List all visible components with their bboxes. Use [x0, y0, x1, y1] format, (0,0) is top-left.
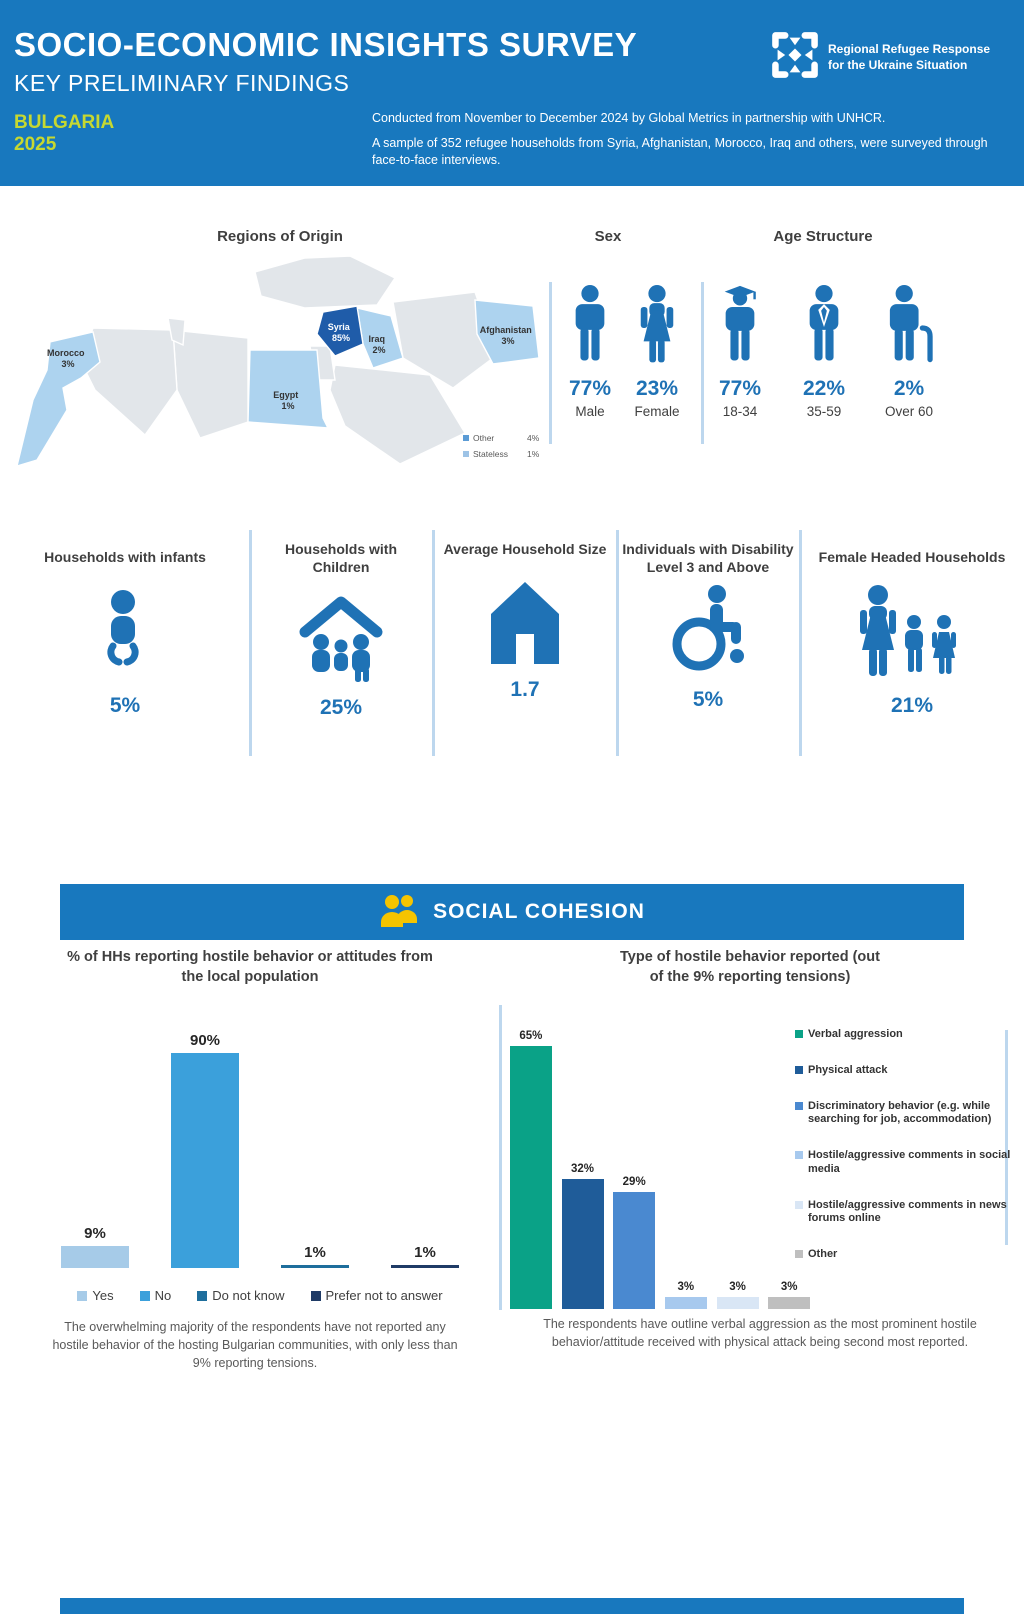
rrp-logo-icon	[770, 30, 820, 85]
baby-icon	[20, 588, 230, 688]
bar-slot	[660, 1281, 712, 1309]
map-label-iraq: Iraq 2%	[368, 334, 386, 355]
legend-label: Hostile/aggressive comments in social media	[808, 1149, 1011, 1175]
bar-slot	[505, 1030, 557, 1309]
bar-value-label: 3%	[729, 1281, 746, 1293]
legend-label: Other	[808, 1248, 838, 1260]
legend-item	[795, 1028, 1013, 1042]
legend-label: Discriminatory behavior (e.g. while searching for job, accommodation)	[808, 1099, 992, 1126]
legend-label: Hostile/aggressive comments in news forums online	[808, 1198, 1007, 1225]
bar-hostile-aggressive-comments-in-news-foru	[717, 1297, 759, 1309]
year-label: 2025	[14, 133, 57, 155]
businessman-icon	[802, 359, 846, 376]
map-legend-label-other: Other	[473, 433, 495, 443]
age-18-34: 77% 18-34	[712, 284, 768, 419]
legend-label: No	[154, 1288, 172, 1303]
bar-physical-attack	[562, 1179, 604, 1309]
hostile-reporting-chart	[40, 1010, 480, 1268]
country-label: BULGARIA	[14, 112, 115, 133]
legend-item	[795, 1064, 1013, 1078]
map-legend-value-stateless: 1%	[527, 449, 540, 459]
rrp-logo	[770, 30, 990, 85]
map-legend-label-stateless: Stateless	[473, 449, 508, 459]
left-chart-caption: The overwhelming majority of the respondents have not reported any hostile behavior of the hosting Bulgarian communities, with only less than 9% reporting tensions.	[52, 1320, 458, 1371]
bar-value-label: 3%	[780, 1281, 798, 1293]
map-country-turkey	[255, 256, 395, 308]
sex-title: Sex	[594, 228, 622, 245]
social-cohesion-title: SOCIAL COHESION	[433, 900, 645, 923]
bar-value-label: 65%	[519, 1030, 543, 1042]
header-banner	[0, 0, 1024, 186]
legend-swatch	[795, 1102, 803, 1110]
graduate-icon	[718, 359, 762, 376]
stat-female-headed: Female Headed Households 21%	[807, 548, 1017, 718]
legend-item	[795, 1248, 1013, 1262]
hostile-type-chart	[505, 1030, 815, 1309]
survey-note-2: A sample of 352 refugee households from Syria, Afghanistan, Morocco, Iraq and others, were surveyed through face-to-face interviews.	[372, 135, 988, 167]
map-label-syria: Syria 85%	[327, 322, 351, 343]
legend-label: Verbal aggression	[808, 1028, 903, 1040]
bar-do-not-know	[281, 1265, 349, 1268]
age-structure-title: Age Structure	[773, 228, 873, 245]
map-label-morocco: Morocco 3%	[47, 348, 85, 369]
legend-swatch	[795, 1066, 803, 1074]
legend-swatch	[77, 1291, 87, 1301]
country-year	[14, 112, 114, 156]
bar-discriminatory-behavior-e-g-while-search	[613, 1192, 655, 1309]
divider	[432, 530, 435, 756]
legend-swatch	[795, 1030, 803, 1038]
sex-male: 77% Male	[562, 284, 618, 419]
map-label-egypt: Egypt 1%	[273, 390, 299, 411]
legend-swatch	[311, 1291, 321, 1301]
family-house-icon	[256, 590, 426, 690]
rrp-logo-text: Regional Refugee Response for the Ukraine Situation	[828, 41, 991, 72]
bar-slot	[608, 1176, 660, 1309]
bar-slot	[370, 1244, 480, 1268]
bar-other	[768, 1297, 810, 1309]
social-cohesion-banner	[60, 884, 964, 940]
elderly-cane-icon	[883, 359, 935, 376]
bar-yes	[61, 1246, 129, 1268]
divider	[549, 282, 552, 444]
stat-households-children: Households with Children 25%	[256, 540, 426, 720]
survey-subtitle: KEY PRELIMINARY FINDINGS	[14, 70, 350, 96]
bar-hostile-aggressive-comments-in-social-me	[665, 1297, 707, 1309]
divider	[499, 1005, 502, 1310]
people-icon	[379, 893, 421, 932]
bar-value-label: 90%	[189, 1032, 221, 1049]
legend-swatch	[140, 1291, 150, 1301]
legend-item	[795, 1199, 1013, 1227]
bar-slot	[712, 1281, 764, 1309]
survey-note-1: Conducted from November to December 2024 by Global Metrics in partnership with UNHCR.	[372, 111, 886, 125]
origin-map	[5, 250, 550, 468]
legend-swatch	[197, 1291, 207, 1301]
stat-average-household-size: Average Household Size 1.7	[440, 540, 610, 702]
regions-of-origin-title: Regions of Origin	[217, 228, 343, 245]
bar-slot	[260, 1244, 370, 1268]
map-legend-swatch-other	[463, 435, 469, 441]
left-chart-legend	[30, 1288, 490, 1303]
left-chart-title: % of HHs reporting hostile behavior or attitudes from the local population	[67, 949, 433, 985]
legend-item	[311, 1288, 443, 1303]
map-legend-value-other: 4%	[527, 433, 540, 443]
legend-swatch	[795, 1151, 803, 1159]
legend-label: Yes	[92, 1288, 114, 1303]
bar-value-label: 9%	[84, 1225, 106, 1242]
map-legend-swatch-stateless	[463, 451, 469, 457]
survey-title: SOCIO-ECONOMIC INSIGHTS SURVEY	[14, 26, 638, 63]
survey-notes	[372, 110, 1008, 177]
right-chart-caption: The respondents have outline verbal aggression as the most prominent hostile behavior/attitude received with physical attack being second most reported.	[543, 1317, 977, 1350]
female-icon	[635, 359, 679, 376]
bar-slot	[557, 1163, 609, 1309]
right-chart-legend	[795, 1028, 1013, 1262]
legend-label: Physical attack	[808, 1063, 888, 1076]
age-35-59: 22% 35-59	[796, 284, 852, 419]
house-icon	[440, 576, 610, 672]
bar-slot	[763, 1281, 815, 1309]
bar-value-label: 32%	[570, 1163, 595, 1175]
map-country-egypt	[248, 350, 328, 428]
map-legend	[463, 433, 540, 459]
bar-value-label: 1%	[414, 1244, 436, 1261]
map-label-afghanistan: Afghanistan 3%	[479, 325, 532, 346]
bar-value-label: 1%	[304, 1244, 326, 1261]
bar-value-label: 3%	[677, 1281, 695, 1293]
next-section-banner	[60, 1598, 964, 1614]
map-country-libya	[173, 330, 248, 438]
legend-swatch	[795, 1201, 803, 1209]
divider	[701, 282, 704, 444]
divider	[249, 530, 252, 756]
bar-slot	[40, 1225, 150, 1268]
legend-item	[795, 1149, 1013, 1177]
bar-value-label: 29%	[622, 1176, 646, 1188]
stat-disability: Individuals with Disability Level 3 and Above 5%	[608, 540, 808, 712]
mother-children-icon	[807, 584, 1017, 688]
bar-no	[171, 1053, 239, 1268]
legend-label: Do not know	[212, 1288, 285, 1303]
male-icon	[568, 359, 612, 376]
stat-households-infants: Households with infants 5%	[20, 548, 230, 718]
legend-label: Prefer not to answer	[325, 1288, 443, 1303]
legend-swatch	[795, 1250, 803, 1258]
sex-female: 23% Female	[629, 284, 685, 419]
bar-slot	[150, 1032, 260, 1268]
legend-item	[197, 1288, 284, 1303]
wheelchair-icon	[608, 582, 808, 682]
bar-prefer-not-to-answer	[391, 1265, 459, 1268]
bar-verbal-aggression	[510, 1046, 552, 1309]
right-chart-title: Type of hostile behavior reported (out of the 9% reporting tensions)	[620, 949, 880, 985]
legend-item	[795, 1100, 1013, 1128]
age-over-60: 2% Over 60	[878, 284, 940, 419]
legend-item	[140, 1288, 172, 1303]
legend-item	[77, 1288, 113, 1303]
